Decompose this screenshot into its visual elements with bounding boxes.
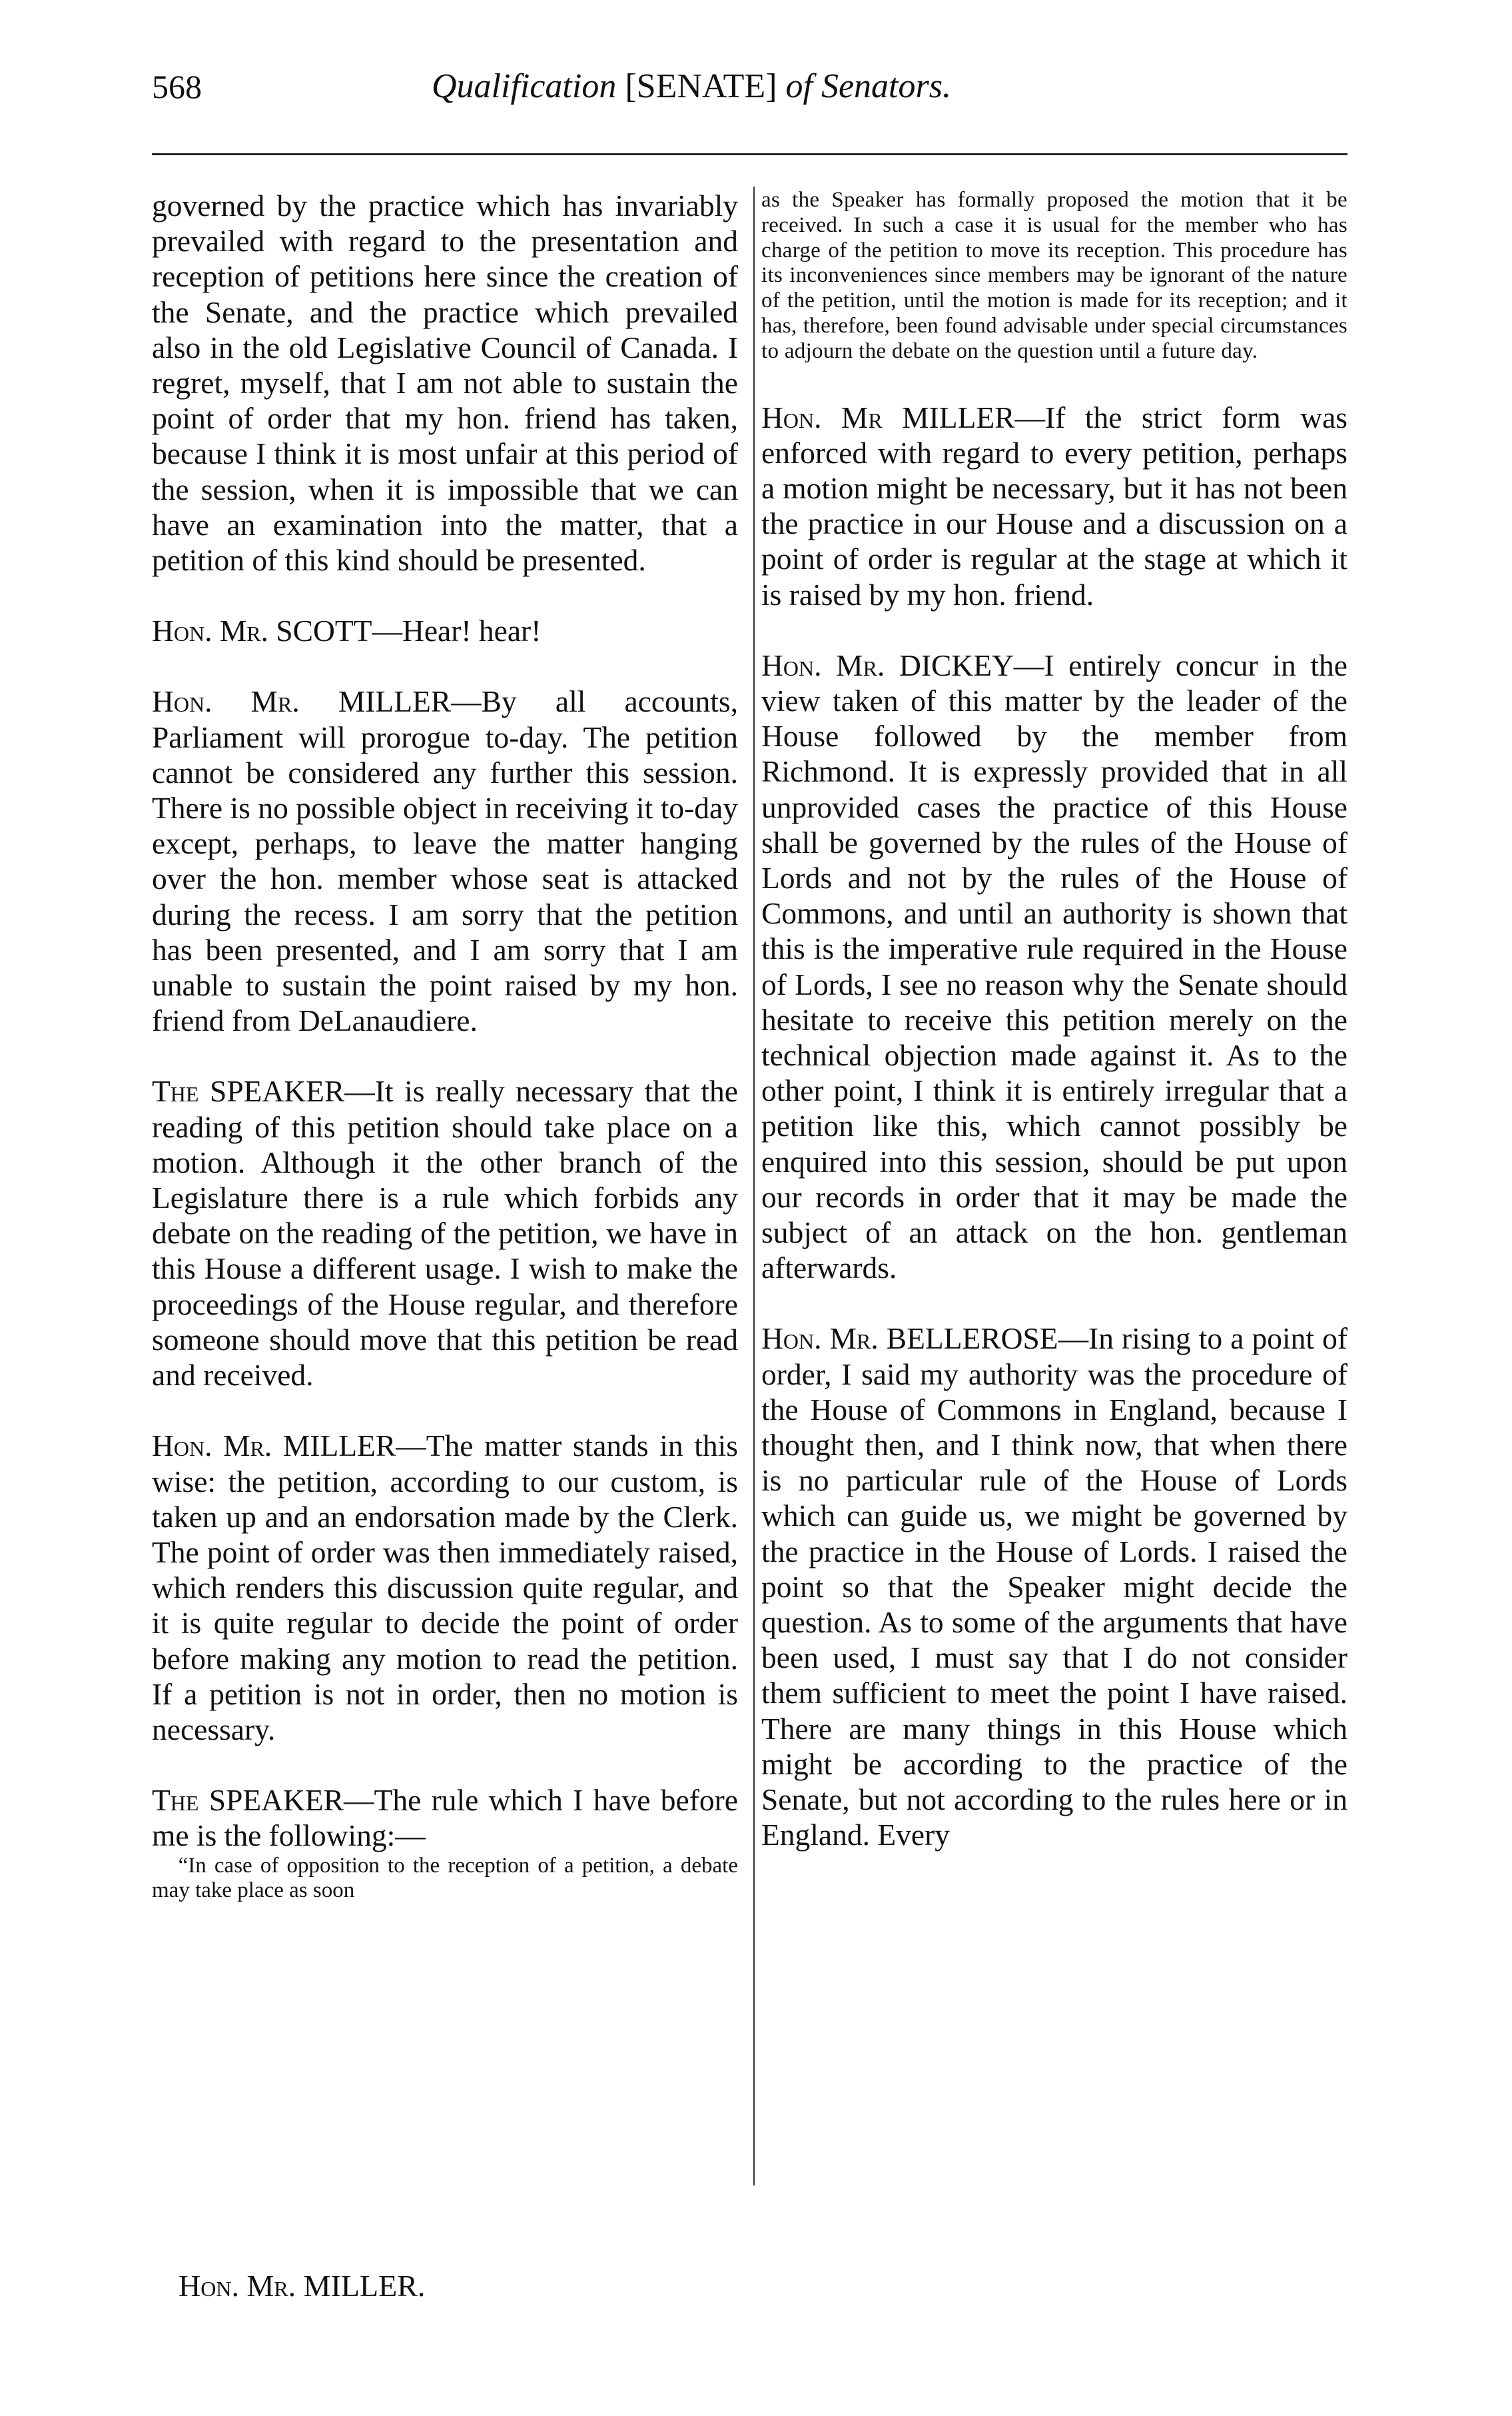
- speech-paragraph: [152, 1782, 738, 1853]
- speech-text: —I entirely concur in the view taken of this matter by the leader of the House followed by the member from Richmond. It is expressly provided that in all unprovided cases the practice of this House shall be governed by the rules of the House of Lords and not by the rules of the House of Commons, and until an authority is shown that this is the imperative rule required in the House of Lords, I see no reason why the Senate should hesitate to receive this petition merely on the technical objection made against it. As to the other point, I think it is entirely irregular that a petition like this, which cannot possibly be enquired into this session, should be put upon our records in order that it may be made the subject of an attack on the hon. gentleman afterwards.: [761, 648, 1348, 1285]
- speech-paragraph: [152, 684, 738, 1038]
- header-rule: [152, 153, 1347, 155]
- page-number: 568: [152, 68, 202, 105]
- speaker-name: Hon. Mr. MILLER: [152, 1429, 396, 1463]
- speech-paragraph: [761, 1321, 1347, 1852]
- speech-text: —The rule which I have before me is the following:—: [152, 1783, 738, 1853]
- right-column: [761, 188, 1347, 1853]
- speech-text: —In rising to a point of order, I said my authority was the procedure of the House of Commons in England, because I thought then, and I think now, that when there is no particular rule of the House of Lords which can guide us, we might be governed by the practice in the House of Lords. I raised the point so that the Speaker might decide the question. As to some of the arguments that have been used, I must say that I do not consider them sufficient to meet the point I have raised. There are many things in this House which might be according to the practice of the Senate, but not according to the rules here or in England. Every: [761, 1321, 1347, 1852]
- quoted-rule-continued: as the Speaker has formally proposed the motion that it be received. In such a case it is usual for the member who has charge of the petition to move its reception. This procedure has its inconveniences since members may be ignorant of the nature of the petition, until the motion is made for its reception; and it has, therefore, been found advisable under special circumstances to adjourn the debate on the question until a future day.: [761, 188, 1347, 363]
- column-divider: [753, 187, 755, 2185]
- speaker-name: The SPEAKER: [152, 1783, 344, 1818]
- speech-text: —It is really necessary that the reading of this petition should take place on a motion. Although it the other branch of the Legislature there is a rule which forbids any debate on the reading of the petition, we have in this House a different usage. I wish to make the proceedings of the House regular, and therefore someone should move that this petition be read and received.: [152, 1074, 738, 1393]
- speech-paragraph: [761, 648, 1347, 1286]
- running-head-middle: [SENATE]: [625, 67, 777, 105]
- running-head: [432, 67, 951, 107]
- speaker-name: Hon. Mr. SCOTT: [152, 614, 372, 648]
- speaker-name: Hon. Mr MILLER: [761, 400, 1015, 434]
- catchword: Hon. Mr. MILLER.: [179, 2269, 426, 2303]
- paragraph: governed by the practice which has invariably prevailed with regard to the presentation and reception of petitions here since the creation of the Senate, and the practice which prevailed also in the old Legislative Council of Canada. I regret, myself, that I am not able to sustain the point of order that my hon. friend has taken, because I think it is most unfair at this period of the session, when it is impossible that we can have an examination into the matter, that a petition of this kind should be presented.: [152, 189, 738, 578]
- speech-text: —The matter stands in this wise: the petition, according to our custom, is taken up and an endorsation made by the Clerk. The point of order was then immediately raised, which renders this discussion quite regular, and it is quite regular to decide the point of order before making any motion to read the petition. If a petition is not in order, then no motion is necessary.: [152, 1429, 738, 1746]
- running-head-left: Qualification: [432, 67, 617, 105]
- speaker-name: The SPEAKER: [152, 1074, 345, 1109]
- speech-paragraph: [152, 1073, 738, 1393]
- quoted-rule: “In case of opposition to the reception of a petition, a debate may take place as soon: [152, 1853, 738, 1903]
- running-head-right: of Senators.: [785, 67, 951, 105]
- speech-paragraph: [152, 613, 738, 648]
- speaker-name: Hon. Mr. BELLEROSE: [761, 1321, 1058, 1356]
- speech-text: —If the strict form was enforced with regard to every petition, perhaps a motion might be necessary, but it has not been the practice in our House and a discussion on a point of order is regular at the stage at which it is raised by my hon. friend.: [761, 400, 1348, 612]
- speech-text: —By all accounts, Parliament will prorogue to-day. The petition cannot be considered any further this session. There is no possible object in receiving it to-day except, perhaps, to leave the matter hanging over the hon. member whose seat is attacked during the recess. I am sorry that the petition has been presented, and I am sorry that I am unable to sustain the point raised by my hon. friend from DeLanaudiere.: [152, 684, 739, 1038]
- speech-paragraph: [761, 400, 1347, 612]
- speech-text: —Hear! hear!: [372, 614, 542, 648]
- speaker-name: Hon. Mr. DICKEY: [761, 648, 1014, 682]
- speaker-name: Hon. Mr. MILLER: [152, 684, 452, 719]
- page-header: [152, 67, 1347, 120]
- speech-paragraph: [152, 1428, 738, 1747]
- left-column: [152, 188, 738, 1904]
